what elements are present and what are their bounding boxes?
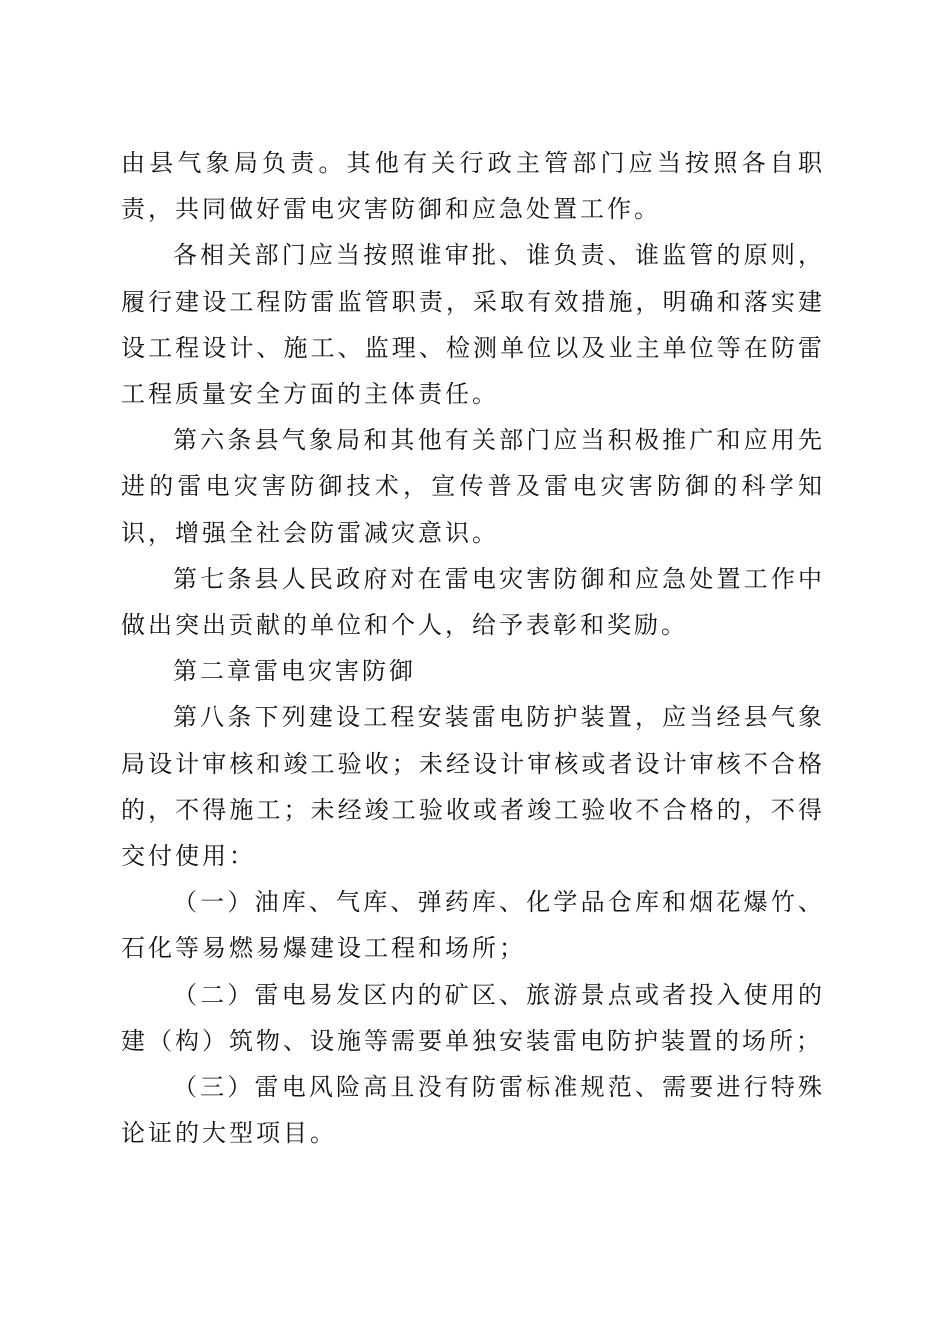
article-8-item-2: （二）雷电易发区内的矿区、旅游景点或者投入使用的建（构）筑物、设施等需要单独安装雷电防护装置的场所； bbox=[121, 980, 825, 1055]
document-body bbox=[121, 140, 825, 1156]
article-8-item-3: （三）雷电风险高且没有防雷标准规范、需要进行特殊论证的大型项目。 bbox=[121, 1073, 825, 1148]
article-6: 第六条县气象局和其他有关部门应当积极推广和应用先进的雷电灾害防御技术，宣传普及雷电灾害防御的科学知识，增强全社会防雷减灾意识。 bbox=[121, 426, 825, 547]
chapter-2-heading: 第二章雷电灾害防御 bbox=[173, 657, 416, 686]
article-7: 第七条县人民政府对在雷电灾害防御和应急处置工作中做出突出贡献的单位和个人，给予表彰和奖励。 bbox=[121, 564, 825, 640]
article-8-item-1: （一）油库、气库、弹药库、化学品仓库和烟花爆竹、石化等易燃易爆建设工程和场所； bbox=[121, 888, 825, 963]
paragraph-departments-duty: 各相关部门应当按照谁审批、谁负责、谁监管的原则，履行建设工程防雷监管职责，采取有效措施，明确和落实建设工程设计、施工、监理、检测单位以及业主单位等在防雷工程质量安全方面的主体责任。 bbox=[121, 241, 825, 409]
paragraph-continuation: 由县气象局负责。其他有关行政主管部门应当按照各自职责，共同做好雷电灾害防御和应急处置工作。 bbox=[121, 149, 825, 224]
article-8: 第八条下列建设工程安装雷电防护装置，应当经县气象局设计审核和竣工验收；未经设计审核或者设计审核不合格的，不得施工；未经竣工验收或者竣工验收不合格的，不得交付使用： bbox=[121, 703, 825, 871]
